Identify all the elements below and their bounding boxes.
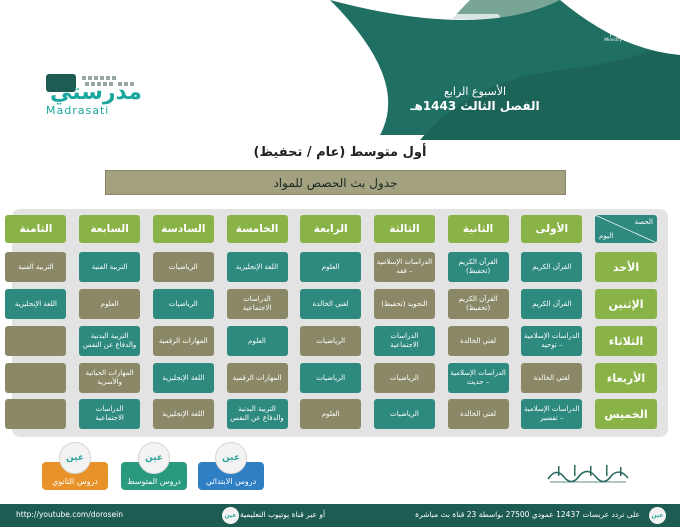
grade-title: أول متوسط (عام / تحفيظ)	[253, 145, 427, 160]
schedule-title-bar	[105, 170, 566, 195]
subject-cell: التجويد (تحفيظ)	[374, 289, 435, 319]
ministry-emblem-icon	[611, 11, 645, 25]
subject-cell: المهارات الحياتية والأسرية	[79, 363, 140, 393]
subject-cell: اللغة الإنجليزية	[153, 399, 214, 429]
subject-cell: العلوم	[79, 289, 140, 319]
subject-cell: لغتي الخالدة	[448, 326, 509, 356]
footer-bar	[0, 504, 680, 527]
madrasati-name-en: Madrasati	[46, 104, 110, 117]
badge-label: دروس المتوسط	[127, 477, 181, 486]
ein-icon: عين	[649, 507, 666, 524]
ministry-name-en: Ministry of Education	[604, 38, 652, 43]
subject-cell: المهارات الرقمية	[227, 363, 288, 393]
ein-logo-icon: عين	[215, 442, 247, 474]
corner-day-label: اليوم	[599, 232, 614, 240]
subject-cell: الدراسات الإسلامية – فقه	[374, 252, 435, 282]
subject-cell: التربية الفنية	[5, 252, 66, 282]
badge-label: دروس الثانوي	[52, 477, 98, 486]
subject-cell: الدراسات الاجتماعية	[374, 326, 435, 356]
period-header: السادسة	[153, 215, 214, 243]
week-info	[400, 84, 550, 114]
subject-cell: الرياضيات	[300, 363, 361, 393]
footer-youtube-url[interactable]: http://youtube.com/dorosein	[16, 510, 123, 519]
period-header: الخامسة	[227, 215, 288, 243]
subject-cell: الرياضيات	[374, 399, 435, 429]
period-header: الثانية	[448, 215, 509, 243]
subject-cell: لغتي الخالدة	[448, 399, 509, 429]
badge-label: دروس الابتدائي	[205, 477, 257, 486]
week-label: الأسبوع الرابع	[443, 85, 507, 98]
subject-cell: القرآن الكريم	[521, 289, 582, 319]
organization-calligraphy-logo	[546, 463, 630, 485]
subject-cell: اللغة الإنجليزية	[5, 289, 66, 319]
subject-cell: الرياضيات	[153, 289, 214, 319]
subject-cell: التربية البدنية والدفاع عن النفس	[79, 326, 140, 356]
subject-cell: اللغة الإنجليزية	[227, 252, 288, 282]
subject-cell: العلوم	[300, 399, 361, 429]
footer-channels: على تردد عربسات 12437 عمودي 27500 بواسطة 23 قناة بث مباشرة	[415, 510, 640, 519]
subject-cell: العلوم	[227, 326, 288, 356]
header-banner	[0, 0, 680, 140]
subject-cell: القرآن الكريم (تحفيظ)	[448, 252, 509, 282]
madrasati-name-ar: مدرستي	[50, 80, 142, 105]
subject-cell: لغتي الخالدة	[521, 363, 582, 393]
ein-logo-icon: عين	[138, 442, 170, 474]
period-header: الثامنة	[5, 215, 66, 243]
corner-period-label: الحصة	[634, 218, 653, 226]
table-corner-header	[595, 215, 657, 243]
subject-cell: الدراسات الاجتماعية	[227, 289, 288, 319]
day-label: الأحد	[595, 252, 657, 282]
subject-cell: لغتي الخالدة	[300, 289, 361, 319]
subject-cell: الدراسات الاجتماعية	[79, 399, 140, 429]
lessons-badge[interactable]	[42, 453, 108, 490]
subject-cell: الدراسات الإسلامية – تفسير	[521, 399, 582, 429]
subject-cell: اللغة الإنجليزية	[153, 363, 214, 393]
ministry-logo	[598, 10, 658, 43]
subject-cell: الرياضيات	[300, 326, 361, 356]
subject-cell: الرياضيات	[153, 252, 214, 282]
empty-slot	[5, 326, 66, 356]
subject-cell: الدراسات الإسلامية – توحيد	[521, 326, 582, 356]
schedule-title: جدول بث الحصص للمواد	[273, 175, 398, 190]
subject-cell: العلوم	[300, 252, 361, 282]
lessons-badge[interactable]	[198, 453, 264, 490]
day-label: الإثنين	[595, 289, 657, 319]
subject-cell: القرآن الكريم (تحفيظ)	[448, 289, 509, 319]
subject-cell: المهارات الرقمية	[153, 326, 214, 356]
schedule-table	[12, 209, 668, 437]
period-header: الثالثة	[374, 215, 435, 243]
subject-cell: الرياضيات	[374, 363, 435, 393]
period-header: الأولى	[521, 215, 582, 243]
day-label: الخميس	[595, 399, 657, 429]
lessons-badge[interactable]	[121, 453, 187, 490]
term-label: الفصل الثالث 1443هـ	[410, 99, 540, 113]
subject-cell: القرآن الكريم	[521, 252, 582, 282]
subject-cell: الدراسات الإسلامية – حديث	[448, 363, 509, 393]
subject-cell: التربية الفنية	[79, 252, 140, 282]
footer-youtube-label: أو عبر قناة يوتيوب التعليمية	[240, 510, 326, 519]
day-label: الأربعاء	[595, 363, 657, 393]
day-label: الثلاثاء	[595, 326, 657, 356]
subject-cell: التربية البدنية والدفاع عن النفس	[227, 399, 288, 429]
empty-slot	[5, 363, 66, 393]
empty-slot	[5, 399, 66, 429]
ein-logo-icon: عين	[59, 442, 91, 474]
youtube-ein-icon: عين	[222, 507, 239, 524]
period-header: السابعة	[79, 215, 140, 243]
period-header: الرابعة	[300, 215, 361, 243]
ministry-name-ar: وزارة التعليم	[609, 29, 647, 37]
